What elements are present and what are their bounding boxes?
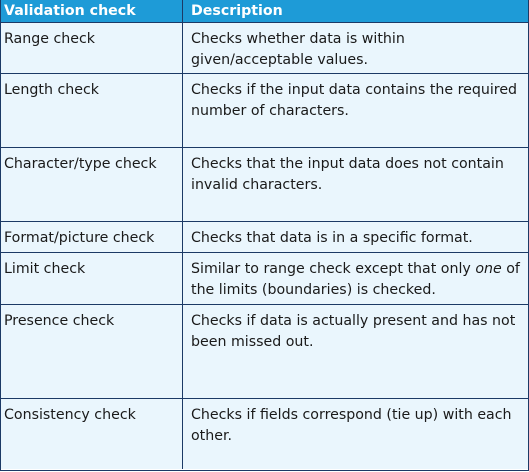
check-description bbox=[183, 253, 528, 304]
table-row bbox=[1, 147, 528, 221]
table-row bbox=[1, 73, 528, 147]
table-row bbox=[1, 22, 528, 73]
check-name: Presence check bbox=[1, 305, 183, 398]
check-name: Length check bbox=[1, 74, 183, 147]
header-validation-check: Validation check bbox=[1, 0, 183, 22]
check-description: Checks that the input data does not contain invalid characters. bbox=[191, 156, 504, 193]
description-part: of the limits (boundaries) is checked. bbox=[191, 261, 525, 298]
header-description: Description bbox=[191, 3, 283, 19]
check-name: Limit check bbox=[1, 253, 183, 304]
check-description: Checks if the input data contains the required number of characters. bbox=[191, 82, 518, 119]
description-emphasis: one bbox=[475, 261, 502, 277]
table-row bbox=[1, 221, 528, 252]
table-row bbox=[1, 304, 528, 398]
table-header bbox=[1, 0, 528, 22]
table-row bbox=[1, 252, 528, 304]
check-description: Checks if fields correspond (tie up) with each other. bbox=[191, 407, 512, 444]
check-description: Checks that data is in a specific format. bbox=[191, 230, 473, 246]
check-name: Format/picture check bbox=[1, 222, 183, 252]
check-name: Range check bbox=[1, 23, 183, 73]
check-description: Checks whether data is within given/acceptable values. bbox=[191, 31, 405, 68]
table-row bbox=[1, 398, 528, 469]
description-part: Similar to range check except that only bbox=[191, 261, 476, 277]
check-description: Checks if data is actually present and has not been missed out. bbox=[191, 313, 516, 350]
check-name: Consistency check bbox=[1, 399, 183, 469]
check-name: Character/type check bbox=[1, 148, 183, 221]
